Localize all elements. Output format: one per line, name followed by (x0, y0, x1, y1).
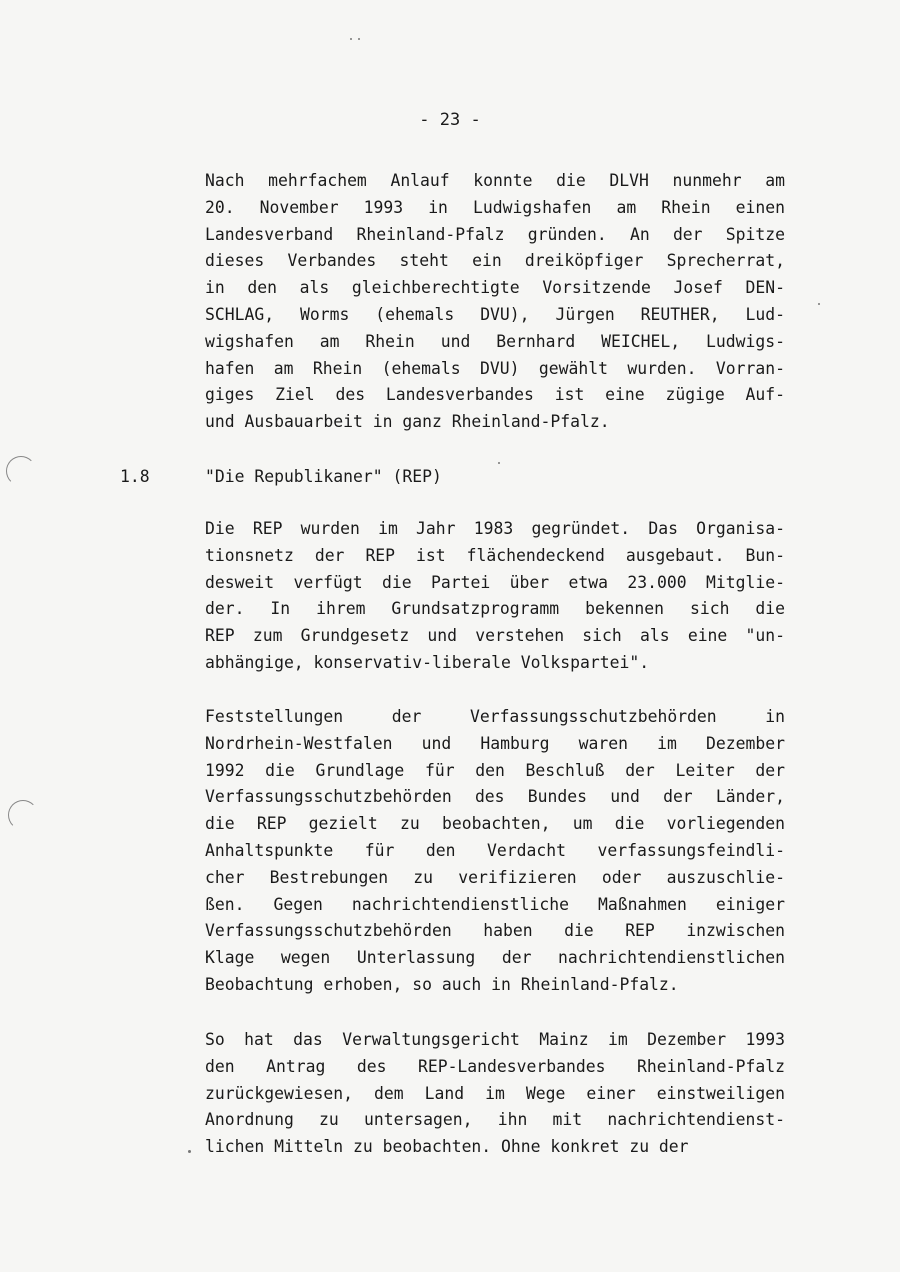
text-line: den Antrag des REP-Landesverbandes Rheinland-Pfalz (205, 1056, 785, 1076)
text-line: hafen am Rhein (ehemals DVU) gewählt wurden. Vorran- (205, 358, 785, 378)
paragraph-3 (205, 704, 785, 999)
text-line: abhängige, konservativ-liberale Volkspartei". (205, 652, 650, 672)
text-line: SCHLAG, Worms (ehemals DVU), Jürgen REUTHER, Lud- (205, 304, 785, 324)
text-line: REP zum Grundgesetz und verstehen sich als eine "un- (205, 626, 785, 646)
text-line: Klage wegen Unterlassung der nachrichtendienstlichen (205, 948, 785, 968)
text-line: 20. November 1993 in Ludwigshafen am Rhein einen (205, 197, 785, 217)
text-line: zurückgewiesen, dem Land im Wege einer einstweiligen (205, 1083, 785, 1103)
text-line: So hat das Verwaltungsgericht Mainz im Dezember 1993 (205, 1030, 785, 1049)
text-line: Die REP wurden im Jahr 1983 gegründet. Das Organisa- (205, 519, 785, 538)
text-line: Nach mehrfachem Anlauf konnte die DLVH nunmehr am (205, 171, 785, 190)
text-line: dieses Verbandes steht ein dreiköpfiger Sprecherrat, (205, 251, 785, 271)
text-line: Nordrhein-Westfalen und Hamburg waren im Dezember (205, 733, 785, 753)
text-line: in den als gleichberechtigte Vorsitzende Josef DEN- (205, 278, 785, 298)
text-line: cher Bestrebungen zu verifizieren oder auszuschlie- (205, 867, 785, 887)
text-line: tionsnetz der REP ist flächendeckend ausgebaut. Bun- (205, 545, 785, 565)
text-line: wigshafen am Rhein und Bernhard WEICHEL, Ludwigs- (205, 331, 785, 351)
text-line: lichen Mitteln zu beobachten. Ohne konkret zu der (205, 1137, 689, 1157)
text-line: der. In ihrem Grundsatzprogramm bekennen sich die (205, 599, 785, 619)
paragraph-4 (205, 1027, 785, 1161)
text-line: Beobachtung erhoben, so auch in Rheinland-Pfalz. (205, 974, 679, 994)
text-line: giges Ziel des Landesverbandes ist eine zügige Auf- (205, 385, 785, 405)
section-number: 1.8 (120, 467, 150, 486)
text-line: 1992 die Grundlage für den Beschluß der Leiter der (205, 760, 785, 780)
text-line: ßen. Gegen nachrichtendienstliche Maßnahmen einiger (205, 894, 785, 914)
scan-speck (350, 38, 352, 40)
page-number: - 23 - (419, 110, 481, 130)
paragraph-1 (205, 168, 785, 436)
text-line: Anordnung zu untersagen, ihn mit nachrichtendienst- (205, 1110, 785, 1130)
punch-hole-mark (8, 800, 38, 830)
text-line: Verfassungsschutzbehörden des Bundes und der Länder, (205, 787, 785, 807)
text-line: Feststellungen der Verfassungsschutzbehörden in (205, 707, 785, 726)
text-line: die REP gezielt zu beobachten, um die vorliegenden (205, 814, 785, 834)
scan-speck (358, 38, 360, 40)
text-line: Anhaltspunkte für den Verdacht verfassungsfeindli- (205, 840, 785, 860)
text-line: und Ausbauarbeit in ganz Rheinland-Pfalz. (205, 412, 610, 432)
text-line: Landesverband Rheinland-Pfalz gründen. An der Spitze (205, 224, 785, 244)
scan-speck (498, 462, 500, 464)
paragraph-2 (205, 516, 785, 677)
section-title: "Die Republikaner" (REP) (205, 467, 442, 486)
scan-speck (188, 1150, 191, 1153)
punch-hole-mark (6, 456, 36, 486)
scan-speck (818, 303, 820, 305)
text-line: Verfassungsschutzbehörden haben die REP inzwischen (205, 921, 785, 941)
text-line: desweit verfügt die Partei über etwa 23.000 Mitglie- (205, 572, 785, 592)
